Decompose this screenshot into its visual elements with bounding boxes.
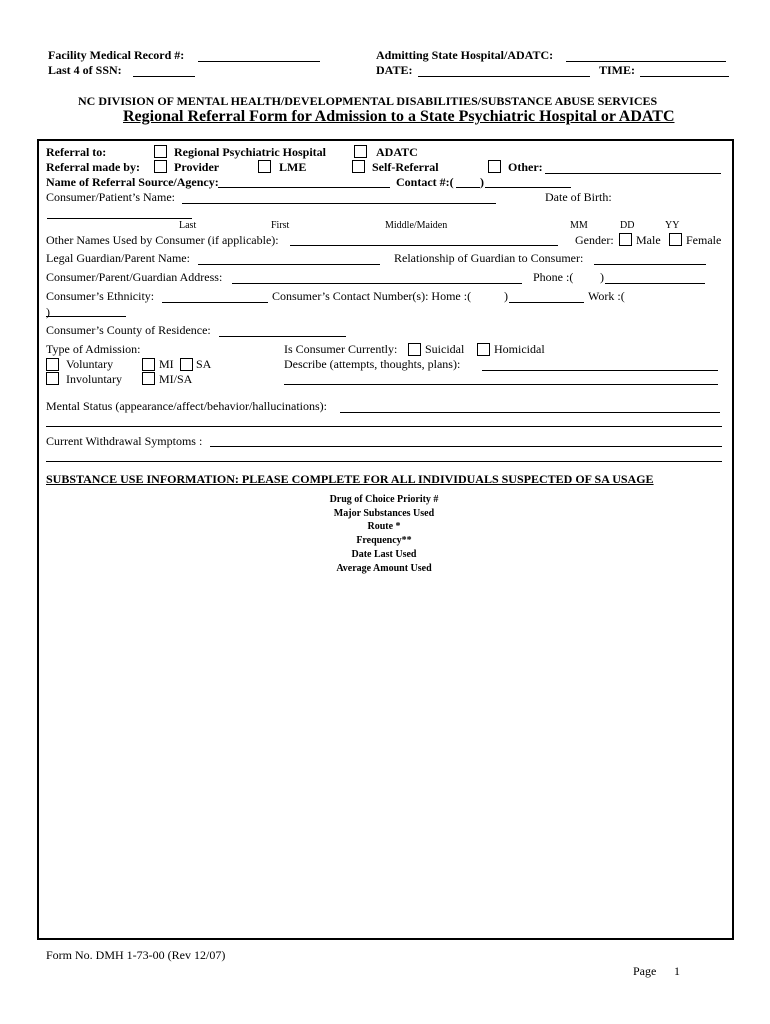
contact-area-field[interactable] xyxy=(456,187,480,188)
relationship-label: Relationship of Guardian to Consumer: xyxy=(394,251,584,265)
ssn-field[interactable] xyxy=(133,76,195,77)
admission-type-label: Type of Admission: xyxy=(46,342,141,356)
referral-source-field[interactable] xyxy=(218,187,390,188)
phone-field[interactable] xyxy=(605,283,705,284)
county-label: Consumer’s County of Residence: xyxy=(46,323,211,337)
facility-record-field[interactable] xyxy=(198,61,320,62)
ssn-label: Last 4 of SSN: xyxy=(48,63,122,77)
mental-status-label: Mental Status (appearance/affect/behavior/hallucinations): xyxy=(46,399,327,413)
withdrawal-field-2[interactable] xyxy=(46,461,722,462)
agency-heading: NC DIVISION OF MENTAL HEALTH/DEVELOPMENTAL DISABILITIES/SUBSTANCE ABUSE SERVICES xyxy=(78,94,658,108)
option-involuntary: Involuntary xyxy=(66,372,122,386)
consumer-name-label: Consumer/Patient’s Name: xyxy=(46,190,175,204)
option-voluntary: Voluntary xyxy=(66,357,114,371)
checkbox-homicidal[interactable] xyxy=(477,343,490,356)
checkbox-self-referral[interactable] xyxy=(352,160,365,173)
sublabel-last: Last xyxy=(179,220,197,231)
option-other: Other: xyxy=(508,160,543,174)
home-close: ) xyxy=(504,289,508,303)
time-field[interactable] xyxy=(640,76,729,77)
home-phone-field[interactable] xyxy=(509,302,584,303)
checkbox-other[interactable] xyxy=(488,160,501,173)
guardian-label: Legal Guardian/Parent Name: xyxy=(46,251,190,265)
sublabel-middle: Middle/Maiden xyxy=(385,220,448,231)
option-self-referral: Self-Referral xyxy=(372,160,439,174)
describe-label: Describe (attempts, thoughts, plans): xyxy=(284,357,461,371)
form-number: Form No. DMH 1-73-00 (Rev 12/07) xyxy=(46,948,226,962)
ethnicity-field[interactable] xyxy=(162,302,268,303)
option-regional-hospital: Regional Psychiatric Hospital xyxy=(174,145,326,159)
withdrawal-label: Current Withdrawal Symptoms : xyxy=(46,434,203,448)
option-sa: SA xyxy=(196,357,212,371)
date-field[interactable] xyxy=(418,76,590,77)
checkbox-lme[interactable] xyxy=(258,160,271,173)
checkbox-sa[interactable] xyxy=(180,358,193,371)
phone-label: Phone :( xyxy=(533,270,574,284)
substance-item-priority: Drug of Choice Priority # xyxy=(329,494,439,505)
substance-item-major: Major Substances Used xyxy=(333,508,435,519)
gender-female: Female xyxy=(686,233,722,247)
guardian-field[interactable] xyxy=(198,264,380,265)
substance-item-amount: Average Amount Used xyxy=(336,563,432,574)
gender-label: Gender: xyxy=(575,233,614,247)
gender-male: Male xyxy=(636,233,661,247)
substance-item-route: Route * xyxy=(367,521,401,532)
contact-numbers-label: Consumer’s Contact Number(s): Home :( xyxy=(272,289,472,303)
other-names-label: Other Names Used by Consumer (if applicable): xyxy=(46,233,279,247)
hospital-field[interactable] xyxy=(566,61,726,62)
checkbox-suicidal[interactable] xyxy=(408,343,421,356)
page-number: 1 xyxy=(674,964,680,978)
date-label: DATE: xyxy=(376,63,413,77)
checkbox-mi[interactable] xyxy=(142,358,155,371)
option-misa: MI/SA xyxy=(159,372,193,386)
describe-field[interactable] xyxy=(482,370,718,371)
option-mi: MI xyxy=(159,357,174,371)
other-names-field[interactable] xyxy=(290,245,558,246)
ethnicity-label: Consumer’s Ethnicity: xyxy=(46,289,155,303)
phone-close: ) xyxy=(600,270,604,284)
dob-label: Date of Birth: xyxy=(545,190,612,204)
currently-label: Is Consumer Currently: xyxy=(284,342,398,356)
sublabel-first: First xyxy=(271,220,290,231)
work-close: ) xyxy=(46,305,50,319)
withdrawal-field[interactable] xyxy=(210,446,722,447)
hospital-label: Admitting State Hospital/ADATC: xyxy=(376,48,554,62)
form-title: Regional Referral Form for Admission to a State Psychiatric Hospital or ADATC xyxy=(123,108,675,125)
checkbox-female[interactable] xyxy=(669,233,682,246)
address-field[interactable] xyxy=(232,283,522,284)
substance-item-frequency: Frequency** xyxy=(356,535,412,546)
contact-label: Contact #:( xyxy=(396,175,454,189)
contact-close: ) xyxy=(480,175,484,189)
sublabel-mm: MM xyxy=(570,220,588,231)
work-label: Work :( xyxy=(588,289,625,303)
option-suicidal: Suicidal xyxy=(425,342,465,356)
checkbox-regional-hospital[interactable] xyxy=(154,145,167,158)
facility-record-label: Facility Medical Record #: xyxy=(48,48,185,62)
checkbox-adatc[interactable] xyxy=(354,145,367,158)
time-label: TIME: xyxy=(599,63,635,77)
referral-source-label: Name of Referral Source/Agency: xyxy=(46,175,219,189)
checkbox-male[interactable] xyxy=(619,233,632,246)
mental-status-field-2[interactable] xyxy=(46,426,722,427)
work-phone-field[interactable] xyxy=(46,316,126,317)
checkbox-voluntary[interactable] xyxy=(46,358,59,371)
consumer-name-field[interactable] xyxy=(182,203,496,204)
mental-status-field[interactable] xyxy=(340,412,720,413)
consumer-name-field-2[interactable] xyxy=(47,218,192,219)
checkbox-provider[interactable] xyxy=(154,160,167,173)
describe-field-2[interactable] xyxy=(284,384,718,385)
page-label: Page xyxy=(633,964,657,978)
address-label: Consumer/Parent/Guardian Address: xyxy=(46,270,223,284)
checkbox-misa[interactable] xyxy=(142,372,155,385)
option-homicidal: Homicidal xyxy=(494,342,545,356)
substance-item-date: Date Last Used xyxy=(351,549,417,560)
substance-heading: SUBSTANCE USE INFORMATION: PLEASE COMPLETE FOR ALL INDIVIDUALS SUSPECTED OF SA USAGE xyxy=(46,472,654,486)
relationship-field[interactable] xyxy=(594,264,706,265)
option-provider: Provider xyxy=(174,160,220,174)
county-field[interactable] xyxy=(219,336,346,337)
sublabel-dd: DD xyxy=(620,220,635,231)
contact-number-field[interactable] xyxy=(485,187,571,188)
referral-made-by-label: Referral made by: xyxy=(46,160,140,174)
other-field[interactable] xyxy=(545,173,721,174)
sublabel-yy: YY xyxy=(665,220,680,231)
option-lme: LME xyxy=(279,160,307,174)
checkbox-involuntary[interactable] xyxy=(46,372,59,385)
referral-to-label: Referral to: xyxy=(46,145,107,159)
option-adatc: ADATC xyxy=(376,145,418,159)
